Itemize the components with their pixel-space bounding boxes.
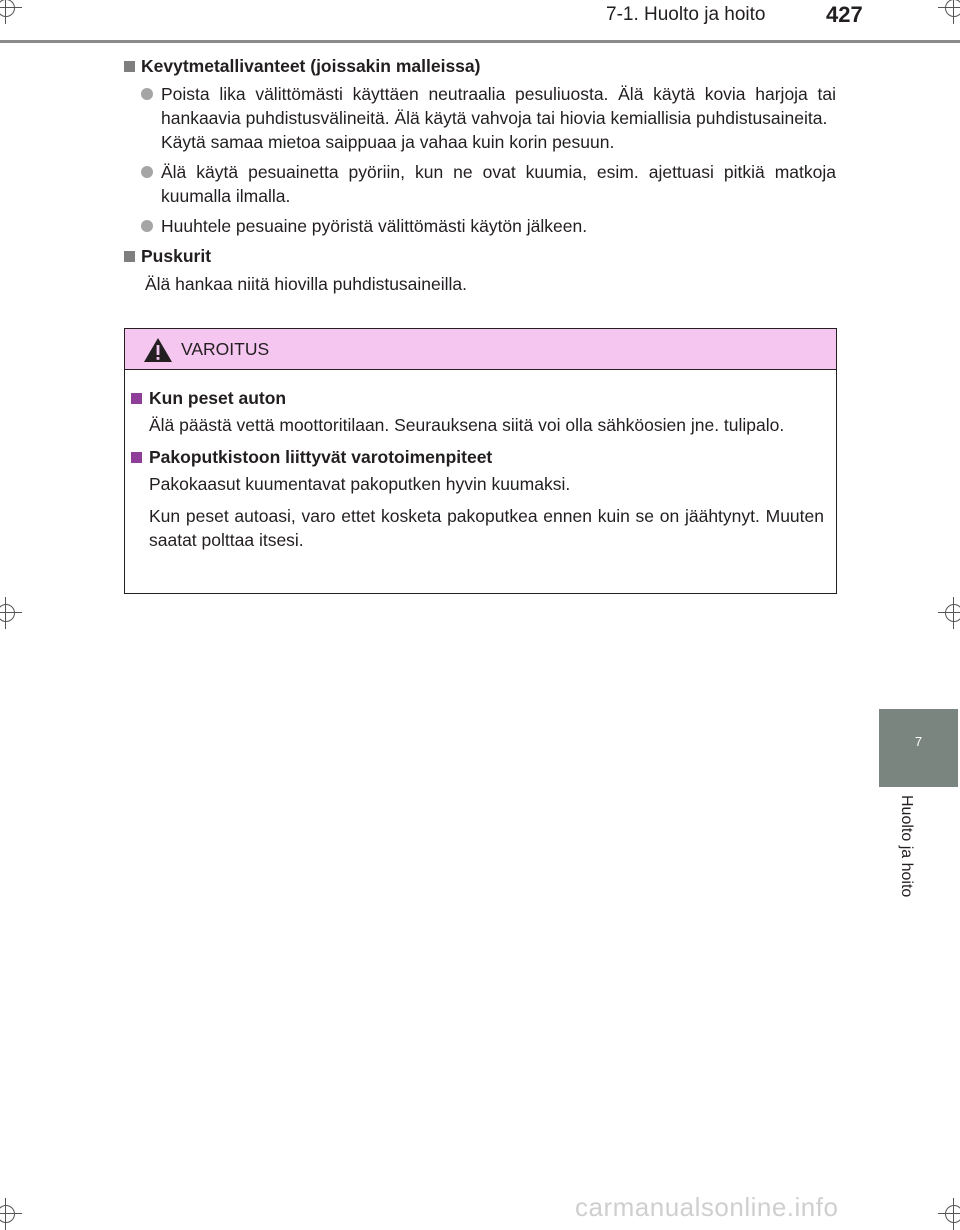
warning-paragraph: Älä päästä vettä moottoritilaan. Seurauksena siitä voi olla sähköosien jne. tulipalo. xyxy=(149,415,785,435)
bullet-text: Älä käytä pesuainetta pyöriin, kun ne ovat kuumia, esim. ajettuasi pitkiä matkoja kuumalla ilmalla. xyxy=(161,162,836,206)
warning-item-title-text: Pakoputkistoon liittyvät varotoimenpiteet xyxy=(149,447,493,467)
running-header-section: 7-1. Huolto ja hoito xyxy=(606,4,766,25)
header-rule xyxy=(0,40,960,43)
section-title-text: Kevytmetallivanteet (joissakin malleissa) xyxy=(141,56,481,76)
warning-square-icon xyxy=(131,452,142,463)
section-square-icon xyxy=(124,61,135,72)
bullet-dot-icon xyxy=(141,166,153,178)
registration-mark-bottom-right xyxy=(938,1198,960,1230)
warning-box xyxy=(124,328,837,594)
bumpers-text: Älä hankaa niitä hiovilla puhdistusaineilla. xyxy=(145,274,468,294)
watermark: carmanualsonline.info xyxy=(575,1192,839,1222)
bullet-text: Huuhtele pesuaine pyöristä välittömästi käytön jälkeen. xyxy=(161,216,588,236)
warning-paragraph: Kun peset autoasi, varo ettet kosketa pakoputkea ennen kuin se on jäähtynyt. Muuten saatat polttaa itsesi. xyxy=(149,506,824,550)
registration-mark-mid-left xyxy=(0,597,22,629)
registration-mark-bottom-left xyxy=(0,1198,22,1230)
bullet-dot-icon xyxy=(141,88,153,100)
warning-item-title xyxy=(131,445,824,469)
bullet-text: Käytä samaa mietoa saippuaa ja vahaa kuin korin pesuun. xyxy=(161,132,615,152)
bullet-item xyxy=(124,214,836,238)
chapter-tab xyxy=(879,709,958,787)
bullet-item xyxy=(124,160,836,208)
bullet-item xyxy=(124,82,836,154)
section-title-alloy-wheels xyxy=(124,54,836,78)
warning-square-icon xyxy=(131,393,142,404)
registration-mark-top-right xyxy=(938,0,960,24)
warning-paragraph: Pakokaasut kuumentavat pakoputken hyvin kuumaksi. xyxy=(149,474,571,494)
warning-label: VAROITUS xyxy=(181,339,270,359)
bullet-text: Poista lika välittömästi käyttäen neutraalia pesuliuosta. Älä käytä kovia harjoja tai hankaavia puhdistusvälineitä. Älä käytä vahvoja tai hiovia kemiallisia puhdistusaineita. xyxy=(161,84,836,128)
warning-item-title xyxy=(131,386,824,410)
chapter-number: 7 xyxy=(914,734,923,749)
registration-mark-mid-right xyxy=(938,597,960,629)
registration-mark-top-left xyxy=(0,0,22,24)
main-content xyxy=(124,54,836,296)
section-square-icon xyxy=(124,251,135,262)
bullet-dot-icon xyxy=(141,220,153,232)
page-number: 427 xyxy=(826,2,863,27)
warning-header xyxy=(125,329,836,370)
section-title-text: Puskurit xyxy=(141,246,212,266)
warning-triangle-icon xyxy=(143,337,173,363)
chapter-tab-label: Huolto ja hoito xyxy=(898,795,915,898)
warning-item-title-text: Kun peset auton xyxy=(149,388,287,408)
warning-body xyxy=(125,370,836,552)
section-title-bumpers xyxy=(124,244,836,268)
